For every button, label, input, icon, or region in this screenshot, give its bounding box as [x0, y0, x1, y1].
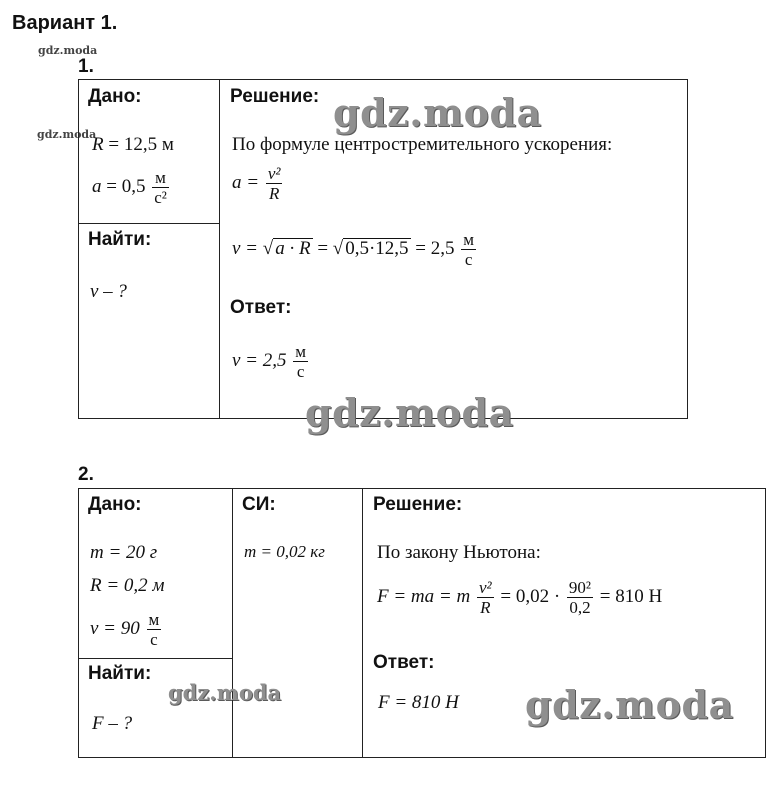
problem2-divider-v1: [232, 488, 233, 758]
problem1-answer-header: Ответ:: [230, 297, 292, 318]
given-v-value: v = 90: [90, 617, 140, 639]
watermark-mid: gdz.moda: [168, 680, 282, 705]
problem2-given-m: m = 20 г: [90, 542, 158, 563]
problem1-formula1: [232, 164, 284, 203]
formula2-unit-num: м: [463, 230, 475, 249]
page-title: Вариант 1.: [12, 12, 118, 34]
value-a: = 0,5: [106, 175, 146, 197]
problem1-answer: [232, 342, 310, 381]
answer1-unit-num: м: [295, 342, 307, 361]
problem1-solution-text: По формуле центростремительного ускорения:: [232, 134, 613, 155]
formula-result: = 810 Н: [599, 585, 663, 607]
problem2-si: m = 0,02 кг: [244, 542, 325, 561]
given-v-unit-num: м: [148, 610, 160, 629]
watermark-main-1: gdz.moda: [333, 90, 542, 135]
formula1-fraction: [266, 164, 283, 203]
problem1-find: v – ?: [90, 281, 127, 302]
formula2-result: = 2,5: [415, 237, 455, 259]
value-r: = 12,5 м: [108, 134, 174, 155]
given-v-unit: [147, 610, 162, 649]
problem2-si-header: СИ:: [242, 494, 276, 515]
problem1-formula2: [232, 230, 478, 269]
formula1-den: R: [268, 184, 280, 203]
problem2-solution-text: По закону Ньютона:: [377, 542, 541, 563]
problem2-number: 2.: [78, 464, 94, 485]
problem2-find: F – ?: [92, 713, 133, 734]
problem2-solution-header: Решение:: [373, 494, 463, 515]
answer1-value: v = 2,5: [232, 349, 287, 371]
problem2-answer: F = 810 Н: [378, 692, 459, 713]
sqrt-sign: √: [262, 237, 274, 259]
sqrt-arg-2: 0,5·12,5: [345, 237, 409, 259]
problem1-given-header: Дано:: [88, 86, 142, 107]
formula1-num: v²: [267, 164, 281, 183]
fraction2-den: 0,2: [569, 598, 591, 617]
watermark-small-top: gdz.moda: [38, 44, 98, 57]
problem1-divider-v: [219, 79, 220, 419]
problem2-given-header: Дано:: [88, 494, 142, 515]
fraction1-den: R: [480, 598, 491, 617]
fraction1-num: v²: [478, 578, 492, 597]
problem2-divider-v2: [362, 488, 363, 758]
sqrt-arg-1: a · R: [275, 237, 311, 259]
problem1-given-r: [92, 134, 174, 156]
problem1-solution-header: Решение:: [230, 86, 320, 107]
problem2-given-r: R = 0,2 м: [90, 575, 165, 596]
answer1-unit: [293, 342, 308, 381]
formula2-eq: =: [317, 237, 329, 259]
problem2-formula: [377, 578, 662, 617]
problem1-number: 1.: [78, 56, 94, 77]
formula2-lhs: v =: [232, 237, 259, 259]
unit-num: м: [152, 168, 169, 188]
problem1-divider-h: [78, 223, 219, 224]
unit-den: с²: [154, 188, 167, 207]
problem1-given-a: [92, 168, 171, 207]
unit-fraction: [152, 168, 169, 207]
watermark-main-3: gdz.moda: [525, 682, 734, 727]
fraction2-num: 90²: [568, 578, 592, 597]
formula-fraction-1: [477, 578, 494, 617]
watermark-main-2: gdz.moda: [305, 390, 514, 435]
formula-lhs: F = ma = m: [377, 585, 471, 607]
var-r: R: [92, 134, 104, 155]
var-a: a: [92, 175, 102, 197]
problem2-answer-header: Ответ:: [373, 652, 435, 673]
formula1-lhs: a =: [232, 171, 260, 193]
problem1-find-header: Найти:: [88, 229, 152, 250]
formula2-unit-den: с: [464, 250, 473, 269]
formula-mid: = 0,02 ·: [500, 585, 561, 607]
given-v-unit-den: с: [150, 630, 158, 649]
formula2-unit: [461, 230, 476, 269]
problem2-given-v: [90, 610, 163, 649]
problem2-find-header: Найти:: [88, 663, 152, 684]
formula-fraction-2: [567, 578, 593, 617]
sqrt-sign-2: √: [332, 237, 344, 259]
watermark-small-side: gdz.moda: [37, 128, 97, 141]
problem2-divider-h: [78, 658, 232, 659]
answer1-unit-den: с: [296, 362, 305, 381]
